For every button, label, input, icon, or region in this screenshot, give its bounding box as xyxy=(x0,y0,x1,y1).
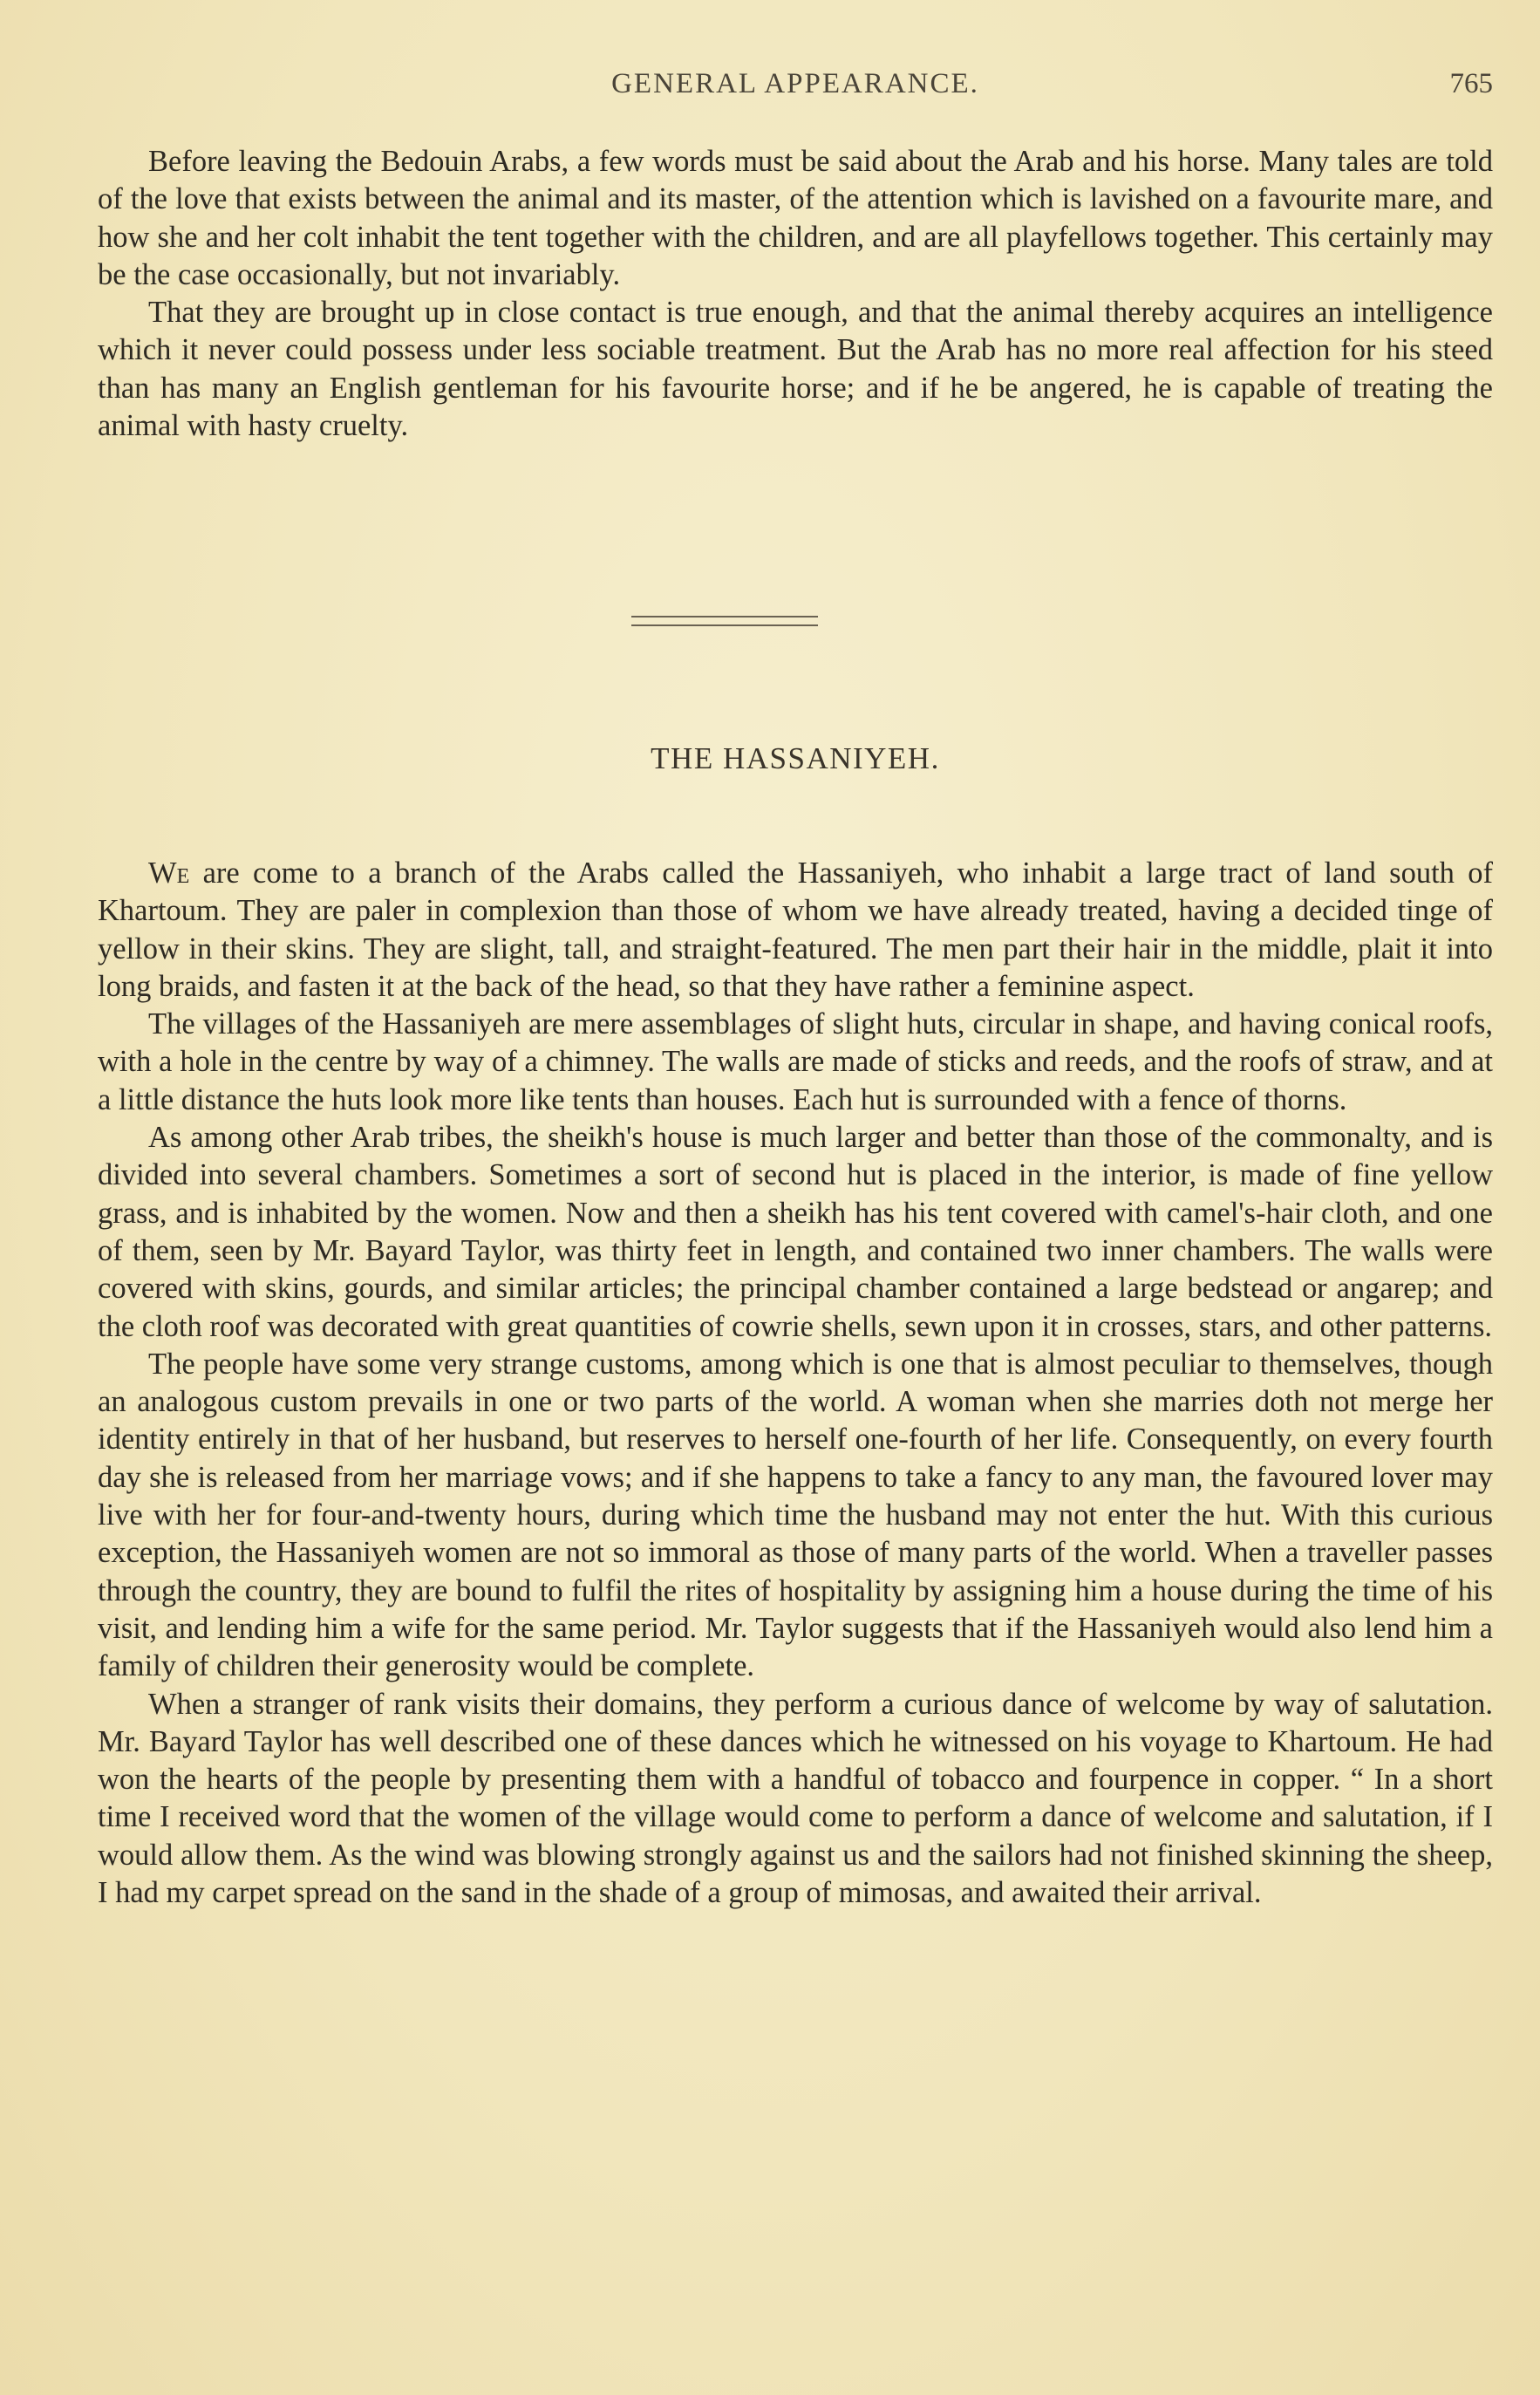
section-arab-horse xyxy=(98,143,1493,445)
running-head xyxy=(98,68,1493,112)
section-heading: THE HASSANIYEH. xyxy=(651,741,940,775)
paragraph-text: are come to a branch of the Arabs called the Hassaniyeh, who inhabit a large tract of land south of Khartoum. They are paler in complexion than those of whom we have already treated, having a decided tinge of yellow in their skins. They are slight, tall, and straight-featured. The men part their hair in the middle, plait it into long braids, and fasten it at the back of the head, so that they have rather a feminine aspect. xyxy=(98,856,1493,1003)
section-divider xyxy=(631,616,818,626)
paragraph: As among other Arab tribes, the sheikh's house is much larger and better than those of the commonalty, and is divided into several chambers. Sometimes a sort of second hut is placed in the interior, is made of fine yellow grass, and is inhabited by the women. Now and then a sheikh has his tent covered with camel's-hair cloth, and one of them, seen by Mr. Bayard Taylor, was thirty feet in length, and contained two inner chambers. The walls were covered with skins, gourds, and similar articles; the principal chamber contained a large bedstead or angarep; and the cloth roof was decorated with great quantities of cowrie shells, sewn upon it in crosses, stars, and other patterns. xyxy=(98,1121,1493,1343)
running-title: GENERAL APPEARANCE. xyxy=(611,68,979,99)
paragraph xyxy=(98,855,1493,1006)
paragraph: When a stranger of rank visits their domains, they perform a curious dance of welcome by way of salutation. Mr. Bayard Taylor has well described one of these dances which he witnessed on his voyage to Khartoum. He had won the hearts of the people by presenting them with a handful of tobacco and fourpence in copper. “ In a short time I received word that the women of the village would come to perform a dance of welcome and salutation, if I would allow them. As the wind was blowing strongly against us and the sailors had not finished skinning the sheep, I had my carpet spread on the sand in the shade of a group of mimosas, and awaited their arrival. xyxy=(98,1687,1493,1910)
lead-word: We xyxy=(148,856,190,890)
page-number: 765 xyxy=(1449,68,1493,99)
paragraph: The villages of the Hassaniyeh are mere assemblages of slight huts, circular in shape, and having conical roofs, with a hole in the centre by way of a chimney. The walls are made of sticks and reeds, and the roofs of straw, and at a little distance the huts look more like tents than houses. Each hut is surrounded with a fence of thorns. xyxy=(98,1007,1493,1116)
paragraph: That they are brought up in close contact is true enough, and that the animal thereby acquires an intelligence which it never could possess under less sociable treatment. But the Arab has no more real affection for his steed than has many an English gentleman for his favourite horse; and if he be angered, he is capable of treating the animal with hasty cruelty. xyxy=(98,296,1493,443)
section-hassaniyeh xyxy=(98,855,1493,1912)
paragraph: The people have some very strange customs, among which is one that is almost peculiar to themselves, though an analogous custom prevails in one or two parts of the world. A woman when she marries doth not merge her identity entirely in that of her husband, but reserves to herself one-fourth of her life. Consequently, on every fourth day she is released from her marriage vows; and if she happens to take a fancy to any man, the favoured lover may live with her for four-and-twenty hours, during which time the husband may not enter the hut. With this curious exception, the Hassaniyeh women are not so immoral as those of many parts of the world. When a traveller passes through the country, they are bound to fulfil the rites of hospitality by assigning him a house during the time of his visit, and lending him a wife for the same period. Mr. Taylor suggests that if the Hassaniyeh would also lend him a family of children their generosity would be complete. xyxy=(98,1347,1493,1683)
paragraph: Before leaving the Bedouin Arabs, a few words must be said about the Arab and his horse. Many tales are told of the love that exists between the animal and its master, of the attention which is lavished on a favourite mare, and how she and her colt inhabit the tent together with the children, and are all playfellows together. This certainly may be the case occasionally, but not invariably. xyxy=(98,145,1493,291)
